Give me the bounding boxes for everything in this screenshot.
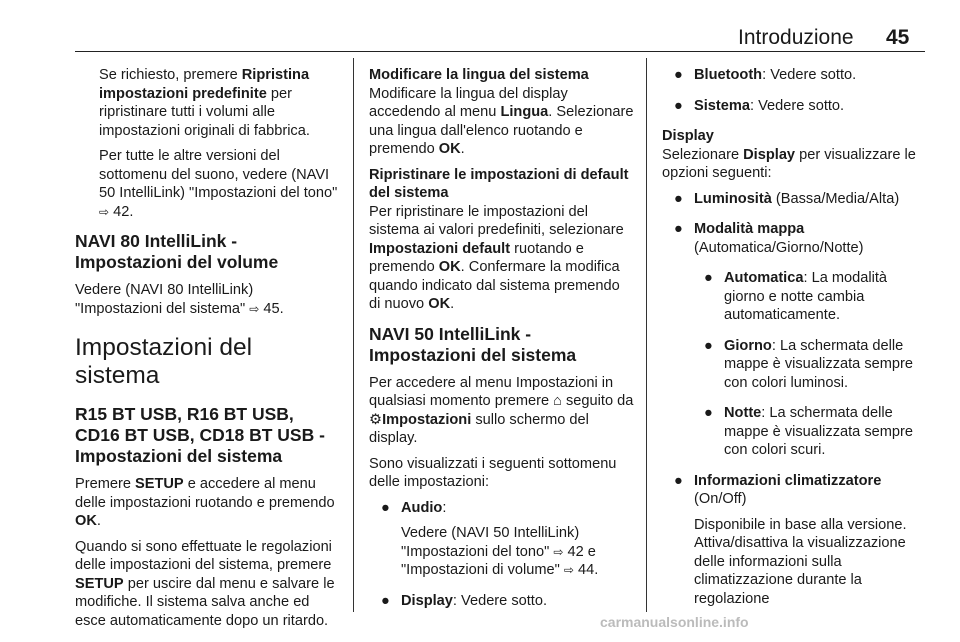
list-item-display: ● Display: Vedere sotto. (381, 592, 548, 609)
ok-key: OK (438, 141, 461, 157)
footer-watermark: carmanualsonline.info (600, 614, 749, 630)
list-item-luminosita: ● Luminosità (Bassa/Media/Alta) (674, 190, 900, 207)
heading-navi80-volume: NAVI 80 IntelliLink - Impostazioni del volume (75, 231, 279, 272)
list-item-sistema: ● Sistema: Vedere sotto. (674, 97, 845, 114)
column-1: Se richiesto, premere Ripristina impostazioni predefinite per ripristinare tutti i volumi alle impostazioni originali di fabbrica. Per tutte le altre versioni del sottomenu del suono, vedere (NAVI 50 IntelliLink) "Impostazioni del tono" ⇨ 42. NAVI 80 IntelliLink - Impostazioni del volume Vedere (NAVI 80 IntelliLink) "Impostazioni del sistema" ⇨ 45. Impostazioni del sistema R15 BT USB, R16 BT USB, CD16 BT USB, CD18 BT USB - Impostazioni del sistema Premere SETUP e accedere al menu delle impostazioni ruotando e premendo OK. Quando si sono effettuate le regolazioni delle impostazioni del sistema, premere SETUP per uscire dal menu e salvare le modifiche. Il sistema salva anche ed esce automaticamente dopo un ritardo. (75, 66, 343, 637)
list-item-bluetooth: ● Bluetooth: Vedere sotto. (674, 67, 857, 83)
restore-defaults-option: Ripristina impostazioni predefinite (99, 67, 310, 102)
home-icon: ⌂ (553, 393, 562, 409)
header-rule (75, 51, 925, 52)
page-header-title: Introduzione (738, 26, 854, 49)
page-reference-icon: ⇨ (99, 204, 110, 219)
bullet-icon: ● (381, 592, 390, 609)
heading-change-language: Modificare la lingua del sistema (369, 67, 589, 83)
settings-option: Impostazioni (382, 411, 472, 428)
page-reference-icon: ⇨ (249, 301, 260, 316)
restore-defaults-note: Se richiesto, premere Ripristina impostazioni predefinite per ripristinare tutti i volumi alle impostazioni originali di fabbrica. Per tutte le altre versioni del sottomenu del suono, vedere (NAVI 50 IntelliLink) "Impostazioni del tono" ⇨ 42. (99, 67, 338, 220)
page-reference-icon: ⇨ (553, 544, 564, 559)
page-reference-icon: ⇨ (563, 563, 574, 577)
bullet-icon: ● (704, 270, 713, 286)
bullet-icon: ● (381, 499, 390, 516)
section-title: Impostazioni del sistema (75, 334, 253, 389)
bullet-icon: ● (704, 337, 713, 354)
heading-navi50-settings: NAVI 50 IntelliLink - Impostazioni del sistema (369, 323, 577, 365)
list-item-modalita-mappa: ● Modalità mappa (Automatica/Giorno/Notte) (674, 221, 864, 256)
setup-key: SETUP (75, 575, 124, 592)
bullet-icon: ● (704, 405, 713, 421)
page-number: 45 (886, 26, 910, 49)
heading-reset-defaults: Ripristinare le impostazioni di default del sistema (369, 166, 629, 201)
ok-key: OK (75, 513, 97, 529)
list-item-giorno: ● Giorno: La schermata delle mappe è visualizzata sempre con colori luminosi. (704, 337, 913, 391)
language-menu: Lingua (500, 104, 549, 120)
default-settings-option: Impostazioni default (369, 240, 511, 257)
bullet-icon: ● (674, 472, 683, 489)
bullet-icon: ● (674, 97, 683, 114)
bullet-icon: ● (674, 67, 683, 83)
ok-key: OK (438, 259, 461, 275)
setup-key: SETUP (135, 476, 184, 492)
list-item-automatica: ● Automatica: La modalità giorno e notte cambia automaticamente. (704, 270, 888, 323)
list-item-notte: ● Notte: La schermata delle mappe è visualizzata sempre con colori scuri. (704, 405, 913, 458)
bullet-icon: ● (674, 221, 683, 237)
list-item-audio: ● Audio: Vedere (NAVI 50 IntelliLink) "Impostazioni del tono" ⇨ 42 e "Impostazioni di volume" ⇨ 44. (381, 499, 599, 578)
bullet-icon: ● (674, 190, 683, 207)
column-3: ● Bluetooth: Vedere sotto. ● Sistema: Vedere sotto. Display Selezionare Display per visualizzare le opzioni seguenti: ● Luminosità (Bassa/Media/Alta) ● Modalità mappa (Automatica/Giorno/Notte) ● Automatica: La modalità giorno e notte cambia automaticamente. ● Giorno: La schermata delle mappe è visualizzata sempre con colori luminosi. ● Notte: La schermata delle mappe è visualizzata sempre con colori scuri. ● Informazioni climatizzatore (On/Off) Disponibile in base alla versione. Attiva/disattiva la visualizzazione delle informazioni sulla climatizzazione durante la regolazione (662, 66, 928, 620)
ok-key: OK (428, 296, 451, 312)
heading-display: Display (662, 128, 714, 144)
gear-icon: ⚙ (369, 411, 383, 428)
heading-r15-settings: R15 BT USB, R16 BT USB, CD16 BT USB, CD18 BT USB - Impostazioni del sistema (75, 404, 325, 466)
column-2: Modificare la lingua del sistema Modificare la lingua del display accedendo al menu Lingua. Selezionare una lingua dall'elenco ruotando e premendo OK. Ripristinare le impostazioni di default del sistema Per ripristinare le impostazioni del sistema ai valori predefiniti, selezionare Impostazioni default ruotando e premendo OK. Confermare la modifica quando indicato dal sistema premendo di nuovo OK. NAVI 50 IntelliLink - Impostazioni del sistema Per accedere al menu Impostazioni in qualsiasi momento premere ⌂ seguito da ⚙Impostazioni sullo schermo del display. Sono visualizzati i seguenti sottomenu delle impostazioni: ● Audio: Vedere (NAVI 50 IntelliLink) "Impostazioni del tono" ⇨ 42 e "Impostazioni di volume" ⇨ 44. ● Display: Vedere sotto. (369, 67, 634, 609)
list-item-info-climatizzatore: ● Informazioni climatizzatore (On/Off) Disponibile in base alla versione. Attiva/disattiva la visualizzazione delle informazioni sulla climatizzazione durante la regolazione (674, 472, 907, 607)
column-divider-1 (353, 58, 354, 612)
column-divider-2 (646, 58, 647, 612)
